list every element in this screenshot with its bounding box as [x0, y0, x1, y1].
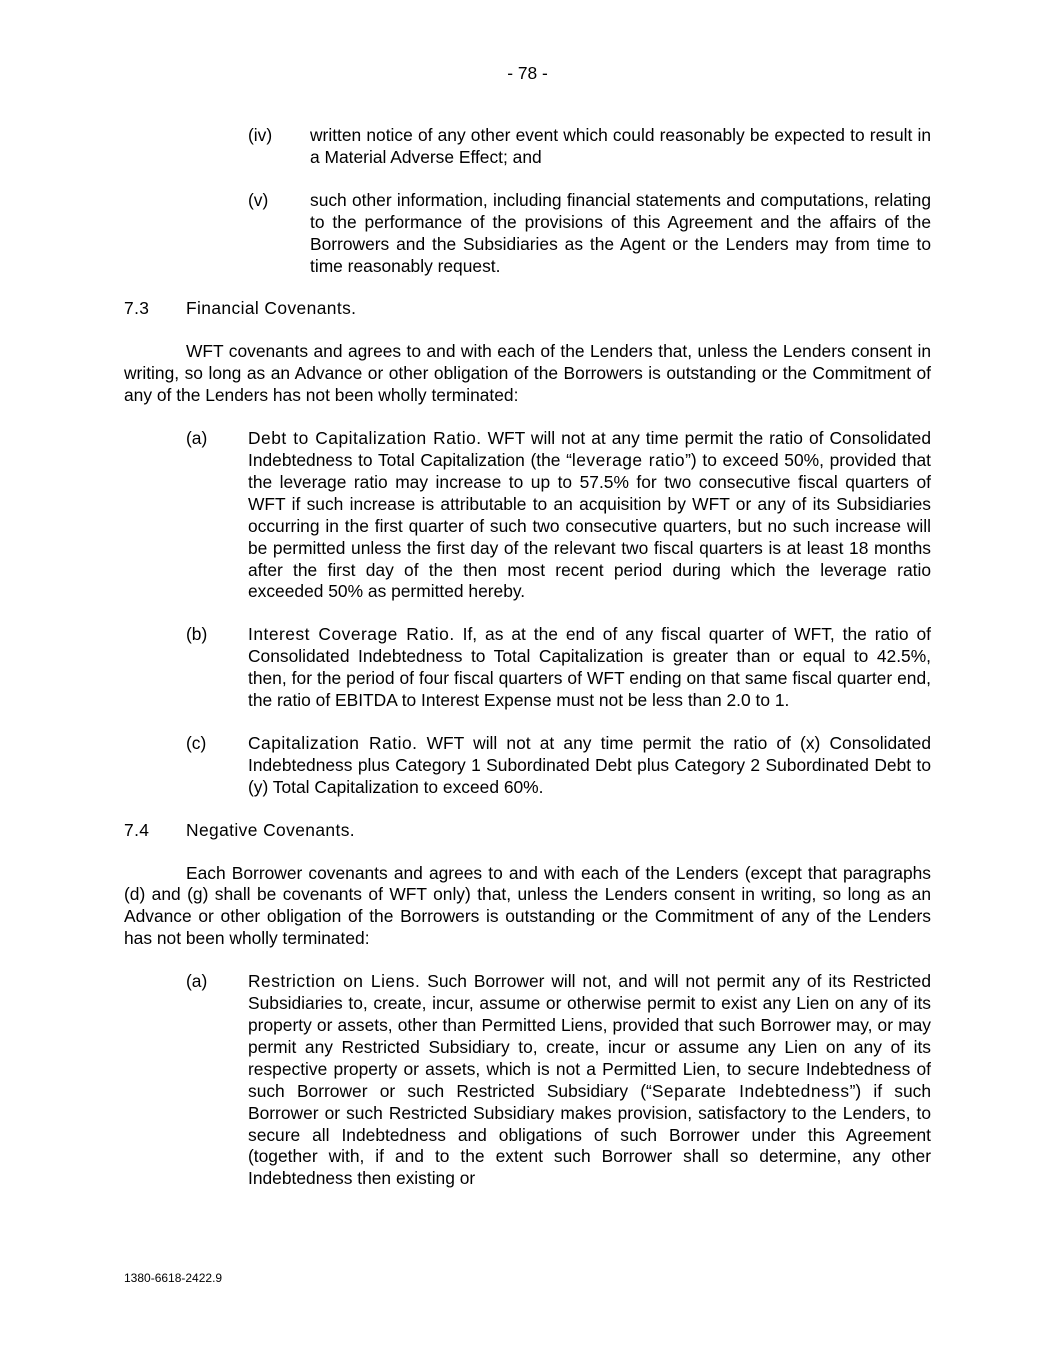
list-text — [248, 428, 931, 603]
section-number: 7.3 — [124, 298, 150, 319]
covenant-item-c — [124, 733, 931, 799]
item-text: If, as at the end of any fiscal quarter of WFT, the ratio of Consolidated Indebtedness to Total Capitalization is greater than or equal to 42.5%, then, for the period of four fiscal quarters of WFT ending on that same fiscal quarter end, the ratio of EBITDA to Interest Expense must not be less than 2.0 to 1. — [248, 624, 932, 711]
item-text: ”) if such Borrower or such Restricted Subsidiary makes provision, satisfactory to the Lenders, to secure all Indebtedness and obligations of such Borrower under this Agreement (together with, if and to the extent such Borrower shall so determine, any other Indebtedness then existing or — [248, 1080, 932, 1189]
item-text: WFT will not at any time permit the ratio of (x) Consolidated Indebtedness plus Category 1 Subordinated Debt plus Category 2 Subordinated Debt to (y) Total Capitalization to exceed 60%. — [248, 732, 931, 797]
list-marker: (iv) — [248, 125, 273, 145]
negative-covenant-item-a — [124, 971, 931, 1190]
list-text — [248, 733, 931, 799]
defined-term: leverage ratio — [571, 449, 686, 470]
section-intro-paragraph: Each Borrower covenants and agrees to and with each of the Lenders (except that paragraphs (d) and (g) shall be covenants of WFT only) that, unless the Lenders consent in writing, so long as an Advance or other obligation of the Borrowers is outstanding or the Commitment of any of the Lenders has not been wholly terminated: — [124, 862, 931, 949]
list-item-v — [124, 190, 931, 278]
item-caption: Capitalization Ratio. — [248, 732, 418, 753]
section-title: Negative Covenants. — [186, 819, 356, 840]
item-text: ”) to exceed 50%, provided that the leverage ratio may increase to up to 57.5% for two consecutive fiscal quarters of WFT if such increase is attributable to an acquisition by WFT or any of its Subsidiaries occurring in the first quarter of such two consecutive quarters, but no such increase will be permitted unless the first day of the relevant two fiscal quarters is at least 18 months after the first day of the then most recent period during which the leverage ratio exceeded 50% as permitted hereby. — [248, 449, 931, 602]
section-heading-7-4 — [124, 820, 931, 842]
list-text: such other information, including financial statements and computations, relating to the performance of the provisions of this Agreement and the affairs of the Borrowers and the Subsidiaries as the Agent or the Lenders may from time to time reasonably request. — [310, 189, 931, 276]
list-marker: (v) — [248, 189, 269, 210]
list-text — [248, 971, 931, 1190]
list-marker: (b) — [186, 624, 208, 645]
covenant-item-a — [124, 428, 931, 603]
list-marker: (a) — [186, 971, 208, 992]
item-caption: Interest Coverage Ratio. — [248, 624, 455, 645]
section-intro-paragraph: WFT covenants and agrees to and with each of the Lenders that, unless the Lenders consent in writing, so long as an Advance or other obligation of the Borrowers is outstanding or the Commitment of any of the Lenders has not been wholly terminated: — [124, 341, 931, 406]
covenant-item-b — [124, 624, 931, 712]
item-caption: Restriction on Liens. — [248, 971, 421, 992]
item-text: WFT will not at any time permit the ratio of Consolidated Indebtedness to Total Capitalization (the “ — [248, 428, 931, 470]
list-item-iv — [124, 125, 931, 169]
document-id: 1380-6618-2422.9 — [124, 1271, 223, 1285]
defined-term: Separate Indebtedness — [651, 1080, 850, 1101]
item-caption: Debt to Capitalization Ratio. — [248, 428, 482, 449]
section-title: Financial Covenants. — [186, 298, 357, 319]
item-text: Such Borrower will not, and will not permit any of its Restricted Subsidiaries to, create, incur, assume or otherwise permit to exist any Lien on any of its property or assets, other than Permitted Liens, provided that such Borrower may, or may permit any Restricted Subsidiary to, create, incur or assume any Lien on any of its respective property or assets, which is not a Permitted Lien, to secure Indebtedness of such Borrower or such Restricted Subsidiary (“ — [248, 971, 931, 1101]
section-heading-7-3 — [124, 298, 931, 320]
list-text: written notice of any other event which could reasonably be expected to result in a Material Adverse Effect; and — [310, 125, 931, 167]
list-text — [248, 624, 931, 712]
list-marker: (a) — [186, 428, 208, 449]
document-body — [124, 125, 931, 1190]
list-marker: (c) — [186, 732, 207, 753]
page-number: - 78 - — [507, 63, 548, 83]
section-number: 7.4 — [124, 819, 150, 840]
